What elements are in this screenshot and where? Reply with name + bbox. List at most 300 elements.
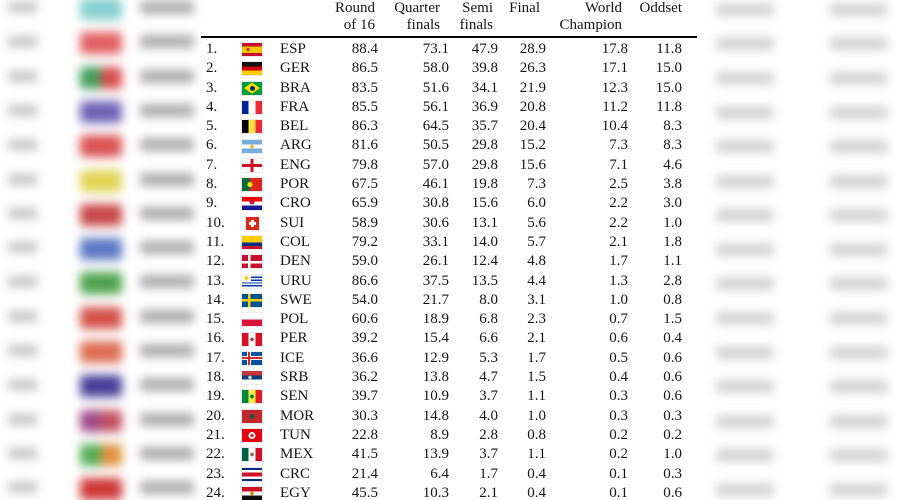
round-of-16-value: 86.6 <box>351 272 378 289</box>
blurred-blob <box>8 71 38 82</box>
blurred-blob <box>80 444 122 466</box>
oddset-value: 8.3 <box>663 118 682 135</box>
country-code: POL <box>280 311 309 328</box>
final-value: 5.6 <box>527 214 546 231</box>
world-champion-value: 0.1 <box>609 465 628 482</box>
round-of-16-value: 41.5 <box>351 446 378 463</box>
blurred-blob <box>140 207 194 220</box>
world-champion-value: 0.5 <box>609 349 628 366</box>
blurred-blob <box>140 1 194 14</box>
header-row <box>201 0 682 40</box>
quarter-finals-value: 10.3 <box>422 484 449 500</box>
table-row <box>201 117 682 136</box>
blurred-blob <box>80 341 122 363</box>
round-of-16-value: 86.5 <box>351 60 378 77</box>
final-value: 20.4 <box>519 118 546 135</box>
round-of-16-value: 79.8 <box>351 156 378 173</box>
table-row <box>201 214 682 233</box>
rank-cell: 14. <box>206 291 225 308</box>
round-of-16-value: 54.0 <box>351 291 378 308</box>
oddset-value: 0.3 <box>663 465 682 482</box>
final-value: 28.9 <box>519 41 546 57</box>
oddset-value: 0.6 <box>663 369 682 386</box>
world-champion-value: 2.5 <box>609 176 628 193</box>
col-header-round-of-16 <box>326 0 378 40</box>
world-champion-value: 0.3 <box>609 388 628 405</box>
country-code: SRB <box>280 369 309 386</box>
quarter-finals-value: 14.8 <box>422 407 449 424</box>
quarter-finals-value: 56.1 <box>422 98 449 115</box>
final-value: 1.1 <box>527 446 546 463</box>
blurred-blob <box>80 238 122 260</box>
blurred-blob <box>830 175 888 188</box>
country-code: BRA <box>280 79 311 96</box>
blurred-blob <box>80 478 122 500</box>
rank-cell: 7. <box>206 156 218 173</box>
flag-cell <box>228 252 271 271</box>
blurred-blob <box>140 138 194 151</box>
country-code: COL <box>280 233 310 250</box>
country-flag-icon <box>242 178 262 191</box>
blurred-blob <box>140 104 194 117</box>
quarter-finals-value: 37.5 <box>422 272 449 289</box>
flag-cell <box>228 272 271 291</box>
final-value: 15.6 <box>519 156 546 173</box>
semi-finals-value: 1.7 <box>479 465 498 482</box>
oddset-value: 11.8 <box>656 98 682 115</box>
blurred-blob <box>716 37 774 50</box>
blurred-blob <box>8 345 38 356</box>
semi-finals-value: 3.7 <box>479 446 498 463</box>
header-line: Final <box>509 0 540 16</box>
flag-cell <box>228 465 271 484</box>
oddset-value: 0.6 <box>663 388 682 405</box>
blurred-blob <box>830 243 888 256</box>
final-value: 1.1 <box>527 388 546 405</box>
semi-finals-value: 6.8 <box>479 311 498 328</box>
flag-cell <box>228 117 271 136</box>
semi-finals-value: 15.6 <box>471 195 498 212</box>
country-flag-icon <box>242 120 262 133</box>
country-code: CRC <box>280 465 311 482</box>
blurred-blob <box>716 72 774 85</box>
final-value: 2.3 <box>527 311 546 328</box>
table-row <box>201 329 682 348</box>
rank-cell: 3. <box>206 79 218 96</box>
round-of-16-value: 83.5 <box>351 79 378 96</box>
semi-finals-value: 47.9 <box>471 41 498 57</box>
header-line: of 16 <box>343 17 375 33</box>
blurred-blob <box>8 139 38 150</box>
blurred-blob <box>140 413 194 426</box>
blurred-blob <box>830 346 888 359</box>
semi-finals-value: 14.0 <box>471 233 498 250</box>
flag-cell <box>228 484 271 500</box>
country-flag-icon <box>242 352 262 365</box>
blurred-blob <box>8 2 38 13</box>
quarter-finals-value: 73.1 <box>422 41 449 57</box>
blurred-blob <box>140 241 194 254</box>
blurred-blob <box>8 482 38 493</box>
country-flag-icon <box>242 43 262 56</box>
country-flag-icon <box>242 390 262 403</box>
rank-cell: 9. <box>206 195 218 212</box>
table-row <box>201 252 682 271</box>
final-value: 21.9 <box>519 79 546 96</box>
blurred-blob <box>8 242 38 253</box>
flag-cell <box>228 426 271 445</box>
final-value: 15.2 <box>519 137 546 154</box>
blurred-blob <box>830 37 888 50</box>
table-row <box>201 40 682 59</box>
oddset-value: 3.0 <box>663 195 682 212</box>
country-code: ESP <box>280 41 306 57</box>
country-code: PER <box>280 330 308 347</box>
country-code: SUI <box>280 214 305 231</box>
country-flag-icon <box>242 410 262 423</box>
header-line: Round <box>334 0 375 16</box>
header-line <box>498 17 546 34</box>
flag-cell <box>228 194 271 213</box>
table-row <box>201 387 682 406</box>
quarter-finals-value: 13.8 <box>422 369 449 386</box>
final-value: 6.0 <box>527 195 546 212</box>
header-line: Champion <box>559 17 622 33</box>
round-of-16-value: 39.2 <box>351 330 378 347</box>
col-header-world-champion <box>546 0 628 40</box>
country-flag-icon <box>242 313 262 326</box>
header-line: finals <box>406 17 440 33</box>
quarter-finals-value: 18.9 <box>422 311 449 328</box>
quarter-finals-value: 21.7 <box>422 291 449 308</box>
blurred-blob <box>140 378 194 391</box>
semi-finals-value: 6.6 <box>479 330 498 347</box>
semi-finals-value: 13.5 <box>471 272 498 289</box>
quarter-finals-value: 6.4 <box>430 465 449 482</box>
country-code: EGY <box>280 484 311 500</box>
blurred-blob <box>716 415 774 428</box>
world-champion-value: 7.3 <box>609 137 628 154</box>
blurred-blob <box>80 101 122 123</box>
blurred-blob <box>140 173 194 186</box>
oddset-value: 0.3 <box>663 407 682 424</box>
blurred-blob <box>830 483 888 496</box>
blurred-blob <box>830 3 888 16</box>
oddset-value: 15.0 <box>655 60 682 77</box>
blurred-blob <box>80 204 122 226</box>
oddset-value: 0.6 <box>663 349 682 366</box>
blurred-blob <box>830 449 888 462</box>
blurred-blob <box>716 243 774 256</box>
quarter-finals-value: 30.8 <box>422 195 449 212</box>
final-value: 1.0 <box>527 407 546 424</box>
world-champion-value: 0.1 <box>609 484 628 500</box>
semi-finals-value: 2.8 <box>479 426 498 443</box>
semi-finals-value: 2.1 <box>479 484 498 500</box>
country-flag-icon <box>242 159 262 172</box>
country-code: ENG <box>280 156 311 173</box>
country-flag-icon <box>242 62 262 75</box>
blurred-blob <box>140 70 194 83</box>
blurred-blob <box>830 415 888 428</box>
table-row <box>201 136 682 155</box>
blurred-blob <box>140 275 194 288</box>
rank-cell: 2. <box>206 60 218 77</box>
country-code: GER <box>280 60 310 77</box>
oddset-value: 0.2 <box>663 426 682 443</box>
blurred-blob <box>80 67 122 89</box>
world-champion-value: 17.1 <box>601 60 628 77</box>
quarter-finals-value: 64.5 <box>422 118 449 135</box>
country-flag-icon <box>242 255 262 268</box>
rank-cell: 18. <box>206 369 225 386</box>
rank-cell: 23. <box>206 465 225 482</box>
country-code: SWE <box>280 291 312 308</box>
standings-body <box>201 40 682 500</box>
blurred-blob <box>8 276 38 287</box>
round-of-16-value: 59.0 <box>351 253 378 270</box>
header-line: World <box>584 0 622 16</box>
blurred-blob <box>140 481 194 494</box>
country-flag-icon <box>242 101 262 114</box>
quarter-finals-value: 26.1 <box>422 253 449 270</box>
blurred-blob <box>716 346 774 359</box>
oddset-value: 0.6 <box>663 484 682 500</box>
blurred-blob <box>8 174 38 185</box>
col-header-oddset <box>628 0 682 40</box>
blurred-blob <box>716 175 774 188</box>
round-of-16-value: 39.7 <box>351 388 378 405</box>
header-line: Semi <box>462 0 493 16</box>
semi-finals-value: 4.0 <box>479 407 498 424</box>
table-row <box>201 484 682 500</box>
country-code: MOR <box>280 407 315 424</box>
rank-cell: 16. <box>206 330 225 347</box>
final-value: 0.4 <box>527 465 546 482</box>
semi-finals-value: 4.7 <box>479 369 498 386</box>
semi-finals-value: 19.8 <box>471 176 498 193</box>
country-flag-icon <box>242 448 262 461</box>
world-champion-value: 1.3 <box>609 272 628 289</box>
header-rank <box>201 0 228 40</box>
flag-cell <box>228 233 271 252</box>
semi-finals-value: 35.7 <box>471 118 498 135</box>
semi-finals-value: 29.8 <box>471 156 498 173</box>
round-of-16-value: 58.9 <box>351 214 378 231</box>
country-flag-icon <box>242 487 262 500</box>
header-line: Quarter <box>394 0 440 16</box>
blurred-blob <box>716 209 774 222</box>
rank-cell: 21. <box>206 426 225 443</box>
blurred-blob <box>830 106 888 119</box>
table-row <box>201 194 682 213</box>
oddset-value: 15.0 <box>655 79 682 96</box>
country-flag-icon <box>242 275 262 288</box>
flag-cell <box>228 79 271 98</box>
table-row <box>201 59 682 78</box>
table-row <box>201 272 682 291</box>
country-flag-icon <box>242 429 262 442</box>
quarter-finals-value: 10.9 <box>422 388 449 405</box>
country-code: SEN <box>280 388 309 405</box>
blurred-blob <box>80 272 122 294</box>
quarter-finals-value: 15.4 <box>422 330 449 347</box>
quarter-finals-value: 51.6 <box>422 79 449 96</box>
rank-cell: 4. <box>206 98 218 115</box>
blurred-blob <box>80 410 122 432</box>
blurred-blob <box>830 209 888 222</box>
country-flag-icon <box>242 236 262 249</box>
round-of-16-value: 85.5 <box>351 98 378 115</box>
table-row <box>201 310 682 329</box>
world-champion-value: 1.0 <box>609 291 628 308</box>
rank-cell: 20. <box>206 407 225 424</box>
quarter-finals-value: 13.9 <box>422 446 449 463</box>
blurred-blob <box>8 379 38 390</box>
flag-cell <box>228 329 271 348</box>
world-champion-value: 10.4 <box>601 118 628 135</box>
blurred-blob <box>830 140 888 153</box>
prediction-table <box>201 0 697 500</box>
oddset-value: 1.5 <box>663 311 682 328</box>
semi-finals-value: 13.1 <box>471 214 498 231</box>
table-row <box>201 291 682 310</box>
round-of-16-value: 30.3 <box>351 407 378 424</box>
world-champion-value: 0.2 <box>609 446 628 463</box>
quarter-finals-value: 8.9 <box>430 426 449 443</box>
rank-cell: 13. <box>206 272 225 289</box>
oddset-value: 1.1 <box>663 253 682 270</box>
blurred-blob <box>8 105 38 116</box>
table-row <box>201 233 682 252</box>
blurred-blob <box>140 35 194 48</box>
oddset-value: 0.4 <box>663 330 682 347</box>
quarter-finals-value: 30.6 <box>422 214 449 231</box>
rank-cell: 10. <box>206 214 225 231</box>
header-line: Oddset <box>639 0 682 16</box>
blurred-blob <box>8 414 38 425</box>
country-code: TUN <box>280 426 311 443</box>
blurred-blob <box>80 32 122 54</box>
table-row <box>201 79 682 98</box>
table-row <box>201 349 682 368</box>
country-code: CRO <box>280 195 311 212</box>
blurred-blob <box>8 36 38 47</box>
final-value: 3.1 <box>527 291 546 308</box>
quarter-finals-value: 58.0 <box>422 60 449 77</box>
round-of-16-value: 36.2 <box>351 369 378 386</box>
rank-cell: 24. <box>206 484 225 500</box>
blurred-blob <box>80 170 122 192</box>
blurred-blob <box>8 208 38 219</box>
col-header-quarter-finals <box>378 0 449 40</box>
table-row <box>201 156 682 175</box>
round-of-16-value: 45.5 <box>351 484 378 500</box>
quarter-finals-value: 12.9 <box>422 349 449 366</box>
blurred-blob <box>80 0 122 20</box>
blurred-blob <box>830 380 888 393</box>
flag-cell <box>228 387 271 406</box>
final-value: 4.4 <box>527 272 546 289</box>
header-rule <box>201 36 697 38</box>
rank-cell: 12. <box>206 253 225 270</box>
rank-cell: 1. <box>206 41 218 57</box>
flag-cell <box>228 291 271 310</box>
flag-cell <box>228 214 271 233</box>
world-champion-value: 11.2 <box>602 98 628 115</box>
round-of-16-value: 60.6 <box>351 311 378 328</box>
flag-cell <box>228 40 271 59</box>
country-code: MEX <box>280 446 314 463</box>
country-code: ARG <box>280 137 312 154</box>
round-of-16-value: 86.3 <box>351 118 378 135</box>
country-code: ICE <box>280 349 305 366</box>
world-champion-value: 0.2 <box>609 426 628 443</box>
header-line: finals <box>459 17 493 33</box>
flag-cell <box>228 445 271 464</box>
round-of-16-value: 22.8 <box>351 426 378 443</box>
world-champion-value: 17.8 <box>601 41 628 57</box>
table-row <box>201 445 682 464</box>
semi-finals-value: 3.7 <box>479 388 498 405</box>
country-code: FRA <box>280 98 310 115</box>
rank-cell: 6. <box>206 137 218 154</box>
round-of-16-value: 67.5 <box>351 176 378 193</box>
country-code: DEN <box>280 253 311 270</box>
final-value: 0.4 <box>527 484 546 500</box>
world-champion-value: 2.2 <box>609 214 628 231</box>
country-flag-icon <box>242 371 262 384</box>
table-row <box>201 407 682 426</box>
country-flag-icon <box>242 140 262 153</box>
blurred-blob <box>716 483 774 496</box>
oddset-value: 3.8 <box>663 176 682 193</box>
col-header-semi-finals <box>449 0 498 40</box>
final-value: 26.3 <box>519 60 546 77</box>
round-of-16-value: 81.6 <box>351 137 378 154</box>
blurred-blob <box>140 447 194 460</box>
world-champion-value: 1.7 <box>609 253 628 270</box>
country-flag-icon <box>242 197 262 210</box>
table-row <box>201 368 682 387</box>
blurred-blob <box>140 310 194 323</box>
blurred-blob <box>716 449 774 462</box>
blurred-blob <box>830 312 888 325</box>
rank-cell: 17. <box>206 349 225 366</box>
flag-cell <box>228 98 271 117</box>
blurred-blob <box>716 380 774 393</box>
rank-cell: 8. <box>206 176 218 193</box>
col-header-final <box>498 0 546 40</box>
final-value: 5.7 <box>527 233 546 250</box>
round-of-16-value: 88.4 <box>351 41 378 57</box>
world-champion-value: 0.4 <box>609 369 628 386</box>
header-team <box>271 0 326 40</box>
rank-cell: 11. <box>206 233 225 250</box>
semi-finals-value: 5.3 <box>479 349 498 366</box>
blurred-blob <box>716 106 774 119</box>
blurred-background-right <box>700 0 900 500</box>
blurred-blob <box>8 311 38 322</box>
flag-cell <box>228 349 271 368</box>
oddset-value: 1.0 <box>663 446 682 463</box>
world-champion-value: 2.1 <box>609 233 628 250</box>
blurred-blob <box>80 135 122 157</box>
blurred-blob <box>80 307 122 329</box>
semi-finals-value: 34.1 <box>471 79 498 96</box>
blurred-blob <box>716 312 774 325</box>
table-row <box>201 465 682 484</box>
